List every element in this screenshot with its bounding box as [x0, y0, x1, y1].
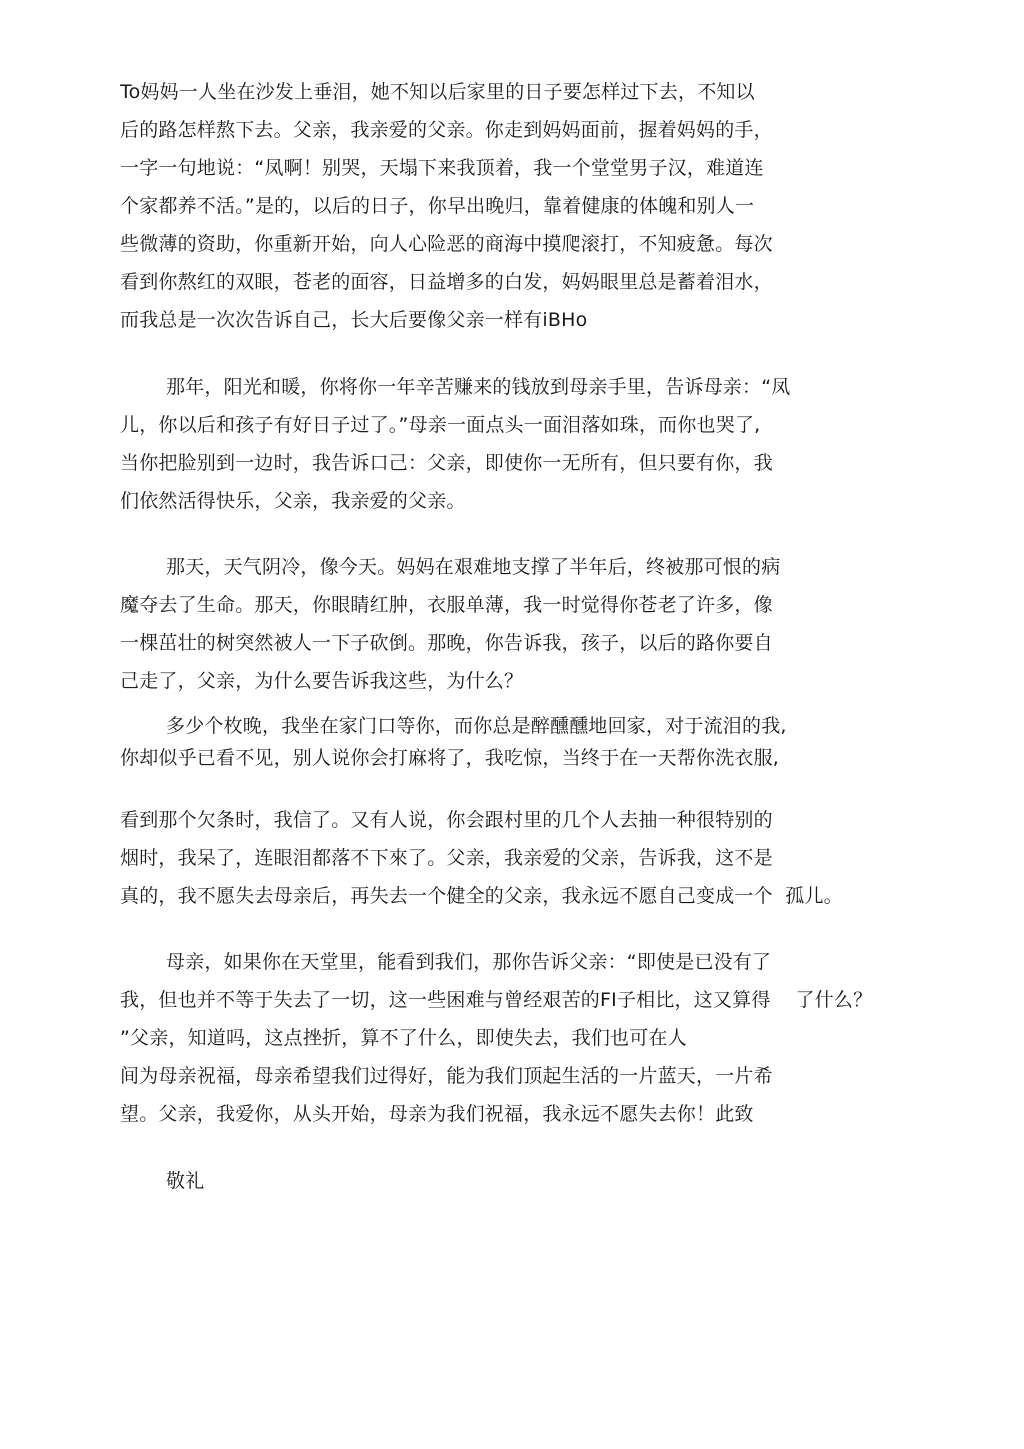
text-line: 真的，我不愿失去母亲后，再失去一个健全的父亲，我永远不愿自己变成一个 孤儿。 [120, 885, 843, 907]
text-line: 而我总是一次次告诉自己，长大后要像父亲一样有iBHo [120, 309, 588, 331]
text-line: 个家都养不活。”是的，以后的日子，你早出晚归，靠着健康的体魄和别人一 [120, 195, 755, 217]
text-line: 多少个枚晚，我坐在家门口等你，而你总是醉醺醺地回家，对于流泪的我, [166, 715, 787, 737]
text-line: 你却似乎已看不见，别人说你会打麻将了，我吃惊，当终于在一天帮你洗衣服, [120, 747, 780, 769]
text-line: 看到那个欠条时，我信了。又有人说，你会跟村里的几个人去抽一种很特别的 [120, 809, 773, 831]
text-line: 我，但也并不等于失去了一切，这一些困难与曾经艰苦的FI子相比，这又算得 了什么？ [120, 989, 873, 1011]
text-line: 己走了，父亲，为什么要告诉我这些，为什么？ [120, 670, 524, 692]
text-line: 们依然活得快乐，父亲，我亲爱的父亲。 [120, 490, 466, 512]
text-line: 魔夺去了生命。那天，你眼睛红肿，衣服单薄，我一时觉得你苍老了许多，像 [120, 594, 773, 616]
text-line: 那年，阳光和暖，你将你一年辛苦赚来的钱放到母亲手里，告诉母亲：“凤 [166, 376, 791, 398]
text-line: 后的路怎样熬下去。父亲，我亲爱的父亲。你走到妈妈面前，握着妈妈的手， [120, 119, 773, 141]
text-line: ”父亲，知道吗，这点挫折，算不了什么，即使失去，我们也可在人 [120, 1027, 687, 1049]
text-line: To妈妈一人坐在沙发上垂泪，她不知以后家里的日子要怎样过下去，不知以 [120, 81, 755, 103]
closing-salutation: 敬礼 [166, 1170, 205, 1192]
text-line: 烟时，我呆了，连眼泪都落不下來了。父亲，我亲爱的父亲，告诉我，这不是 [120, 847, 773, 869]
text-line: 一棵茁壮的树突然被人一下子砍倒。那晚，你告诉我，孩子，以后的路你要自 [120, 632, 773, 654]
text-line: 望。父亲，我爱你，从头开始，母亲为我们祝福，我永远不愿失去你！此致 [120, 1103, 754, 1125]
text-line: 看到你熬红的双眼，苍老的面容，日益增多的白发，妈妈眼里总是蓄着泪水， [120, 271, 773, 293]
text-line: 些微薄的资助，你重新开始，向人心险恶的商海中摸爬滚打，不知疲惫。每次 [120, 233, 773, 255]
text-line: 当你把脸别到一边时，我告诉口己：父亲，即使你一无所有，但只要有你，我 [120, 452, 773, 474]
text-line: 母亲，如果你在天堂里，能看到我们，那你告诉父亲：“即使是已没有了 [166, 951, 772, 973]
text-line: 一字一句地说：“凤啊！别哭，天塌下来我顶着，我一个堂堂男子汉，难道连 [120, 157, 764, 179]
text-line: 儿，你以后和孩子有好日子过了。”母亲一面点头一面泪落如珠，而你也哭了, [120, 414, 761, 436]
text-line: 间为母亲祝福，母亲希望我们过得好，能为我们顶起生活的一片蓝天，一片希 [120, 1065, 773, 1087]
text-line: 那天，天气阴冷，像今天。妈妈在艰难地支撑了半年后，终被那可恨的病 [166, 556, 781, 578]
